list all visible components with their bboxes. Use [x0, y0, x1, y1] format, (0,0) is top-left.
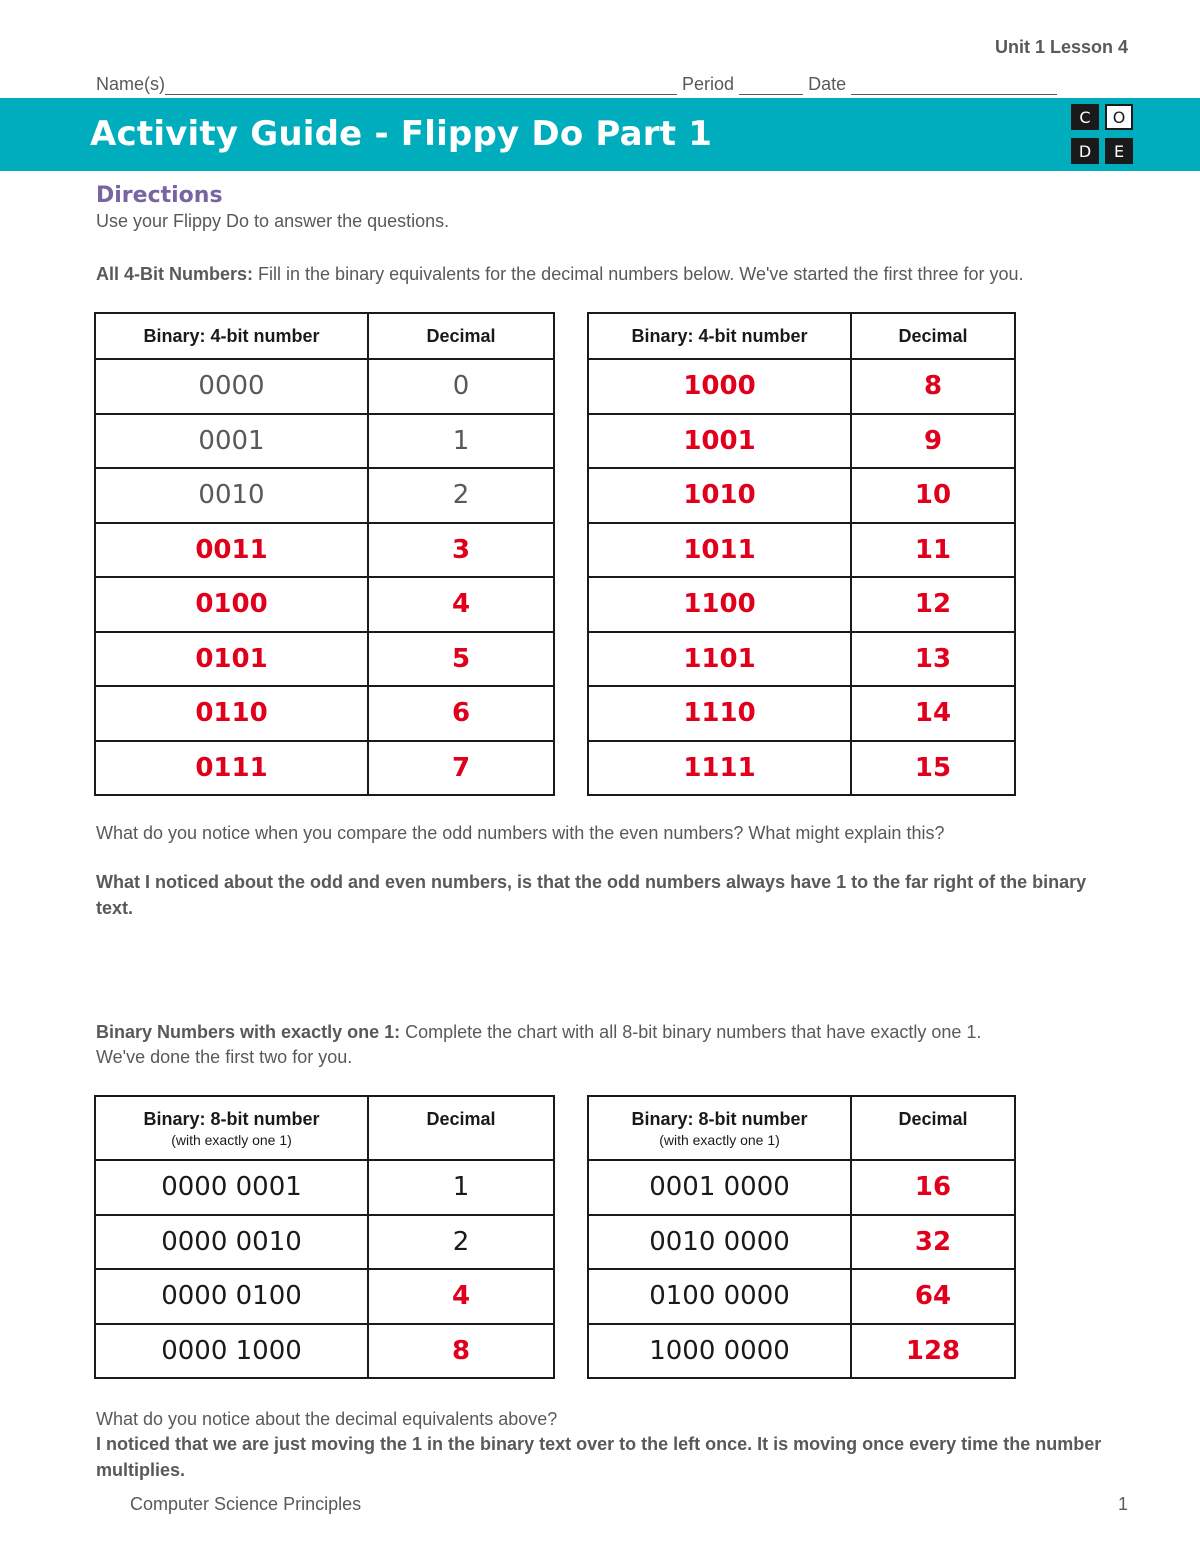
binary-cell[interactable]: 1000: [588, 359, 851, 414]
column-header-binary-title: Binary: 8-bit number: [631, 1109, 808, 1129]
binary-cell[interactable]: 0000 1000: [95, 1324, 368, 1379]
table-4bit-left: [94, 312, 555, 796]
section2-answer[interactable]: I noticed that we are just moving the 1 in the binary text over to the left once. It is moving once every time the number multiplies.: [96, 1434, 1102, 1480]
decimal-cell[interactable]: 12: [851, 577, 1015, 632]
section1-label: All 4-Bit Numbers:: [96, 264, 254, 284]
binary-cell[interactable]: 0010 0000: [588, 1215, 851, 1270]
decimal-cell[interactable]: 1: [368, 414, 554, 469]
section1-text: Fill in the binary equivalents for the decimal numbers below. We've started the first three for you.: [253, 264, 1024, 284]
decimal-cell[interactable]: 15: [851, 741, 1015, 796]
binary-cell[interactable]: 0011: [95, 523, 368, 578]
table-row: [95, 1269, 554, 1324]
decimal-cell[interactable]: 8: [851, 359, 1015, 414]
table-row: [95, 359, 554, 414]
binary-cell[interactable]: 1011: [588, 523, 851, 578]
binary-cell[interactable]: 0010: [95, 468, 368, 523]
table-row: [95, 632, 554, 687]
column-header-binary: Binary: 4-bit number: [95, 313, 368, 359]
decimal-cell[interactable]: 11: [851, 523, 1015, 578]
table-row: [95, 414, 554, 469]
decimal-cell[interactable]: 9: [851, 414, 1015, 469]
logo-letter: E: [1105, 138, 1133, 164]
period-field[interactable]: [739, 77, 803, 95]
decimal-cell[interactable]: 16: [851, 1160, 1015, 1215]
code-org-logo: [1071, 104, 1135, 166]
table-row: [95, 1160, 554, 1215]
decimal-cell[interactable]: 5: [368, 632, 554, 687]
decimal-cell[interactable]: 128: [851, 1324, 1015, 1379]
decimal-cell[interactable]: 3: [368, 523, 554, 578]
page-title: Activity Guide - Flippy Do Part 1: [90, 114, 713, 154]
decimal-cell[interactable]: 32: [851, 1215, 1015, 1270]
table-row: [95, 686, 554, 741]
decimal-cell[interactable]: 1: [368, 1160, 554, 1215]
binary-cell[interactable]: 0000 0001: [95, 1160, 368, 1215]
decimal-cell[interactable]: 4: [368, 1269, 554, 1324]
decimal-cell[interactable]: 64: [851, 1269, 1015, 1324]
table-row: [588, 1269, 1015, 1324]
column-header-binary-subtitle: (with exactly one 1): [171, 1132, 292, 1148]
binary-cell[interactable]: 1000 0000: [588, 1324, 851, 1379]
section2-text2: We've done the first two for you.: [96, 1047, 353, 1067]
table-4bit-right: [587, 312, 1016, 796]
binary-cell[interactable]: 1010: [588, 468, 851, 523]
name-field[interactable]: [165, 77, 677, 95]
column-header-decimal: Decimal: [368, 1096, 554, 1160]
title-bar: [0, 98, 1200, 171]
column-header-binary: Binary: 4-bit number: [588, 313, 851, 359]
binary-cell[interactable]: 0110: [95, 686, 368, 741]
date-field[interactable]: [851, 77, 1057, 95]
decimal-cell[interactable]: 10: [851, 468, 1015, 523]
table-row: [588, 741, 1015, 796]
decimal-cell[interactable]: 0: [368, 359, 554, 414]
column-header-binary-subtitle: (with exactly one 1): [659, 1132, 780, 1148]
table-row: [588, 1324, 1015, 1379]
decimal-cell[interactable]: 7: [368, 741, 554, 796]
table-row: [95, 1215, 554, 1270]
table-row: [588, 1215, 1015, 1270]
binary-cell[interactable]: 0000: [95, 359, 368, 414]
binary-cell[interactable]: 1111: [588, 741, 851, 796]
binary-cell[interactable]: 1110: [588, 686, 851, 741]
binary-cell[interactable]: 0000 0010: [95, 1215, 368, 1270]
section2-label: Binary Numbers with exactly one 1:: [96, 1022, 401, 1042]
unit-lesson-label: Unit 1 Lesson 4: [994, 37, 1128, 57]
decimal-cell[interactable]: 13: [851, 632, 1015, 687]
table-row: [588, 686, 1015, 741]
column-header-decimal: Decimal: [368, 313, 554, 359]
column-header-binary: [95, 1096, 368, 1160]
decimal-cell[interactable]: 8: [368, 1324, 554, 1379]
binary-cell[interactable]: 0100 0000: [588, 1269, 851, 1324]
section2-instructions: [96, 1020, 981, 1070]
table-row: [588, 359, 1015, 414]
table-row: [95, 1324, 554, 1379]
binary-cell[interactable]: 0111: [95, 741, 368, 796]
footer-page-number: 1: [1117, 1494, 1128, 1514]
table-row: [588, 577, 1015, 632]
binary-cell[interactable]: 0001 0000: [588, 1160, 851, 1215]
table-row: [588, 523, 1015, 578]
binary-cell[interactable]: 0001: [95, 414, 368, 469]
section2-text: Complete the chart with all 8-bit binary numbers that have exactly one 1.: [400, 1022, 982, 1042]
table-row: [95, 577, 554, 632]
date-label: Date: [808, 74, 847, 94]
logo-letter: D: [1071, 138, 1099, 164]
binary-cell[interactable]: 0101: [95, 632, 368, 687]
binary-cell[interactable]: 0100: [95, 577, 368, 632]
section1-question: What do you notice when you compare the odd numbers with the even numbers? What might explain this?: [96, 823, 945, 843]
logo-letter: C: [1071, 104, 1099, 130]
decimal-cell[interactable]: 14: [851, 686, 1015, 741]
table-row: [588, 1160, 1015, 1215]
decimal-cell[interactable]: 6: [368, 686, 554, 741]
column-header-decimal: Decimal: [851, 313, 1015, 359]
name-label: Name(s): [96, 74, 166, 94]
binary-cell[interactable]: 1001: [588, 414, 851, 469]
column-header-decimal: Decimal: [851, 1096, 1015, 1160]
directions-heading: Directions: [96, 183, 223, 208]
table-row: [95, 523, 554, 578]
binary-cell[interactable]: 1101: [588, 632, 851, 687]
binary-cell[interactable]: 1100: [588, 577, 851, 632]
column-header-binary-title: Binary: 8-bit number: [143, 1109, 320, 1129]
table-row: [95, 468, 554, 523]
logo-letter: O: [1105, 104, 1133, 130]
binary-cell[interactable]: 0000 0100: [95, 1269, 368, 1324]
name-period-date-line: [96, 74, 1057, 95]
table-row: [588, 468, 1015, 523]
period-label: Period: [682, 74, 735, 94]
directions-text: Use your Flippy Do to answer the questions.: [96, 211, 450, 231]
table-8bit-left: [94, 1095, 555, 1379]
column-header-binary: [588, 1096, 851, 1160]
footer-course: Computer Science Principles: [130, 1494, 362, 1514]
section1-answer[interactable]: What I noticed about the odd and even numbers, is that the odd numbers always have 1 to the far right of the binary text.: [96, 872, 1087, 918]
section1-instructions: [96, 262, 1024, 287]
decimal-cell[interactable]: 2: [368, 468, 554, 523]
section2-question: What do you notice about the decimal equivalents above?: [96, 1409, 558, 1429]
table-8bit-right: [587, 1095, 1016, 1379]
decimal-cell[interactable]: 4: [368, 577, 554, 632]
decimal-cell[interactable]: 2: [368, 1215, 554, 1270]
table-row: [588, 414, 1015, 469]
table-row: [588, 632, 1015, 687]
table-row: [95, 741, 554, 796]
